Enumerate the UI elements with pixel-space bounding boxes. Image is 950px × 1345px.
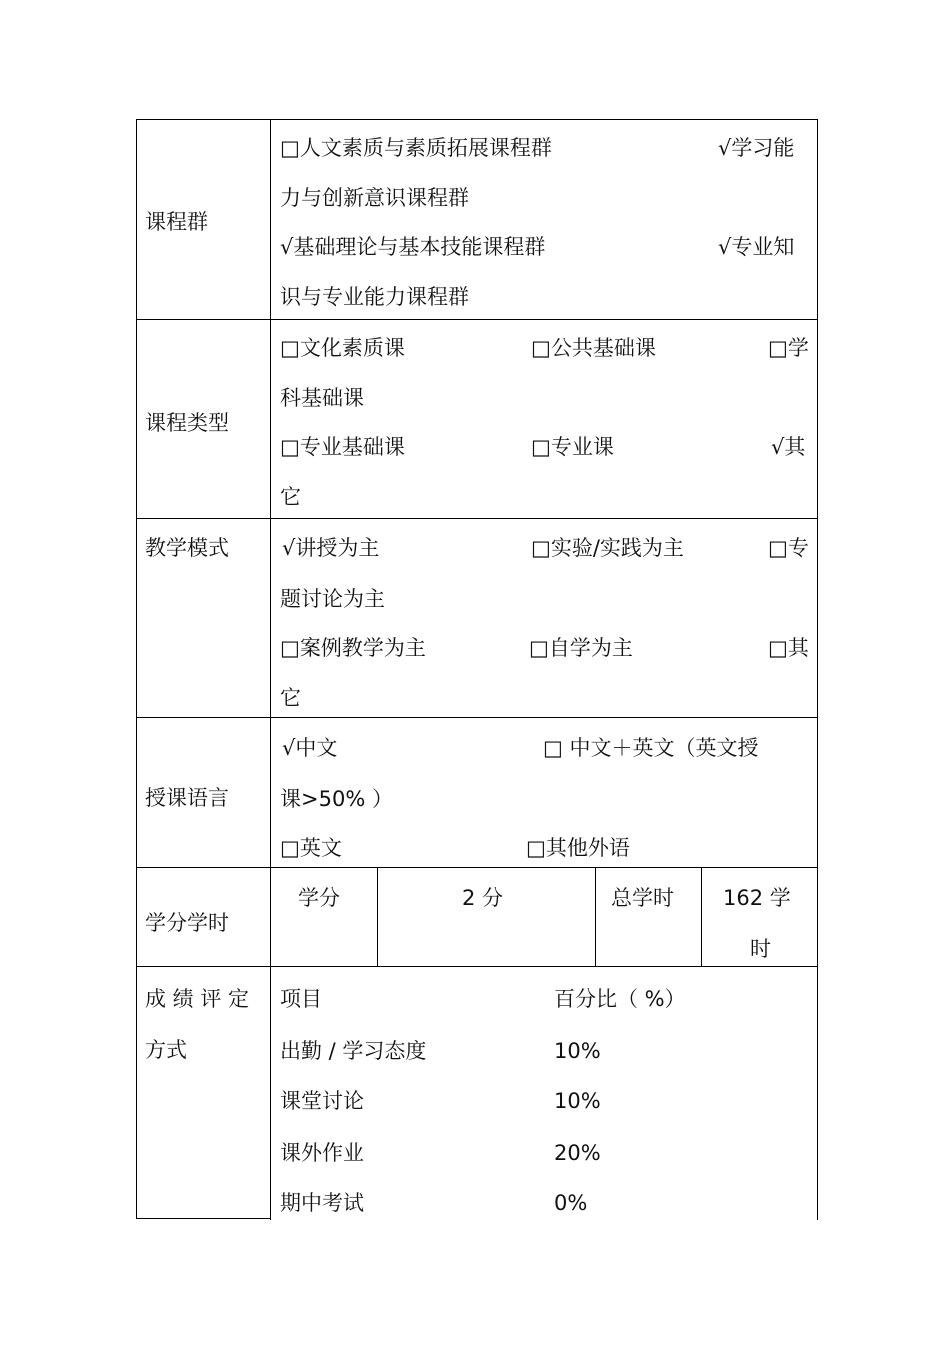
grading-row-percent: 10% — [554, 1039, 601, 1063]
grading-row-item: 出勤 / 学习态度 — [280, 1039, 427, 1063]
course-type-option-major: □专业课 — [531, 435, 614, 459]
credit-hours-label: 学分学时 — [145, 911, 229, 935]
course-type-option-other-a: √其 — [771, 435, 806, 459]
course-group-option-learning-a: √学习能 — [718, 136, 795, 160]
rule-2 — [136, 518, 818, 519]
rule-credit-3 — [701, 867, 702, 966]
grading-column-percent: 百分比（ %） — [554, 987, 686, 1011]
grading-row-item: 期中考试 — [280, 1191, 364, 1215]
rule-4 — [136, 867, 818, 868]
rule-bottom-left — [136, 1218, 270, 1219]
teaching-mode-option-seminar-a: □专 — [768, 536, 809, 560]
course-type-option-discipline-b: 科基础课 — [280, 386, 364, 410]
language-option-chinese: √中文 — [282, 736, 338, 760]
teaching-mode-label: 教学模式 — [145, 536, 229, 560]
credit-value: 2 分 — [462, 886, 504, 910]
credit-label: 学分 — [298, 886, 340, 910]
course-group-option-learning-b: 力与创新意识课程群 — [280, 186, 469, 210]
rule-3 — [136, 717, 818, 718]
course-type-label: 课程类型 — [145, 411, 229, 435]
grading-row-item: 课堂讨论 — [280, 1089, 364, 1113]
course-group-option-professional-b: 识与专业能力课程群 — [280, 285, 469, 309]
language-option-english: □英文 — [280, 836, 342, 860]
language-option-bilingual-b: 课>50% ） — [280, 787, 393, 811]
teaching-mode-option-self-study: □自学为主 — [529, 636, 633, 660]
course-type-option-culture: □文化素质课 — [280, 336, 405, 360]
rule-5 — [136, 966, 818, 967]
rule-label-divider — [270, 119, 271, 1220]
teaching-mode-option-seminar-b: 题讨论为主 — [280, 587, 385, 611]
grading-row-item: 课外作业 — [280, 1141, 364, 1165]
rule-1 — [136, 319, 818, 320]
course-group-option-humanities: □人文素质与素质拓展课程群 — [280, 136, 552, 160]
grading-column-item: 项目 — [280, 987, 322, 1011]
teaching-mode-option-lecture: √讲授为主 — [282, 536, 380, 560]
grading-row-percent: 20% — [554, 1141, 601, 1165]
teaching-mode-option-case: □案例教学为主 — [280, 636, 426, 660]
total-hours-label: 总学时 — [611, 886, 674, 910]
course-group-option-basic-theory: √基础理论与基本技能课程群 — [280, 235, 546, 259]
course-group-label: 课程群 — [145, 210, 208, 234]
teaching-mode-option-other-b: 它 — [280, 686, 301, 710]
course-type-option-other-b: 它 — [280, 485, 301, 509]
grading-label-a: 成 绩 评 定 — [145, 987, 250, 1011]
teaching-mode-option-lab: □实验/实践为主 — [531, 536, 684, 560]
language-option-other-foreign: □其他外语 — [526, 836, 630, 860]
rule-top — [136, 119, 818, 120]
grading-label-b: 方式 — [145, 1038, 187, 1062]
rule-left — [136, 119, 137, 1219]
grading-row-percent: 10% — [554, 1089, 601, 1113]
rule-credit-1 — [377, 867, 378, 966]
course-group-option-professional-a: √专业知 — [718, 235, 795, 259]
course-type-option-major-basic: □专业基础课 — [280, 435, 405, 459]
language-option-bilingual-a: □ 中文＋英文（英文授 — [543, 736, 759, 760]
rule-credit-2 — [595, 867, 596, 966]
course-type-option-public-basic: □公共基础课 — [531, 336, 656, 360]
language-label: 授课语言 — [145, 786, 229, 810]
total-hours-value-a: 162 学 — [723, 886, 791, 910]
teaching-mode-option-other-a: □其 — [768, 636, 809, 660]
rule-right — [817, 119, 818, 1220]
total-hours-value-b: 时 — [750, 937, 771, 961]
course-type-option-discipline-a: □学 — [768, 336, 809, 360]
grading-row-percent: 0% — [554, 1191, 588, 1215]
